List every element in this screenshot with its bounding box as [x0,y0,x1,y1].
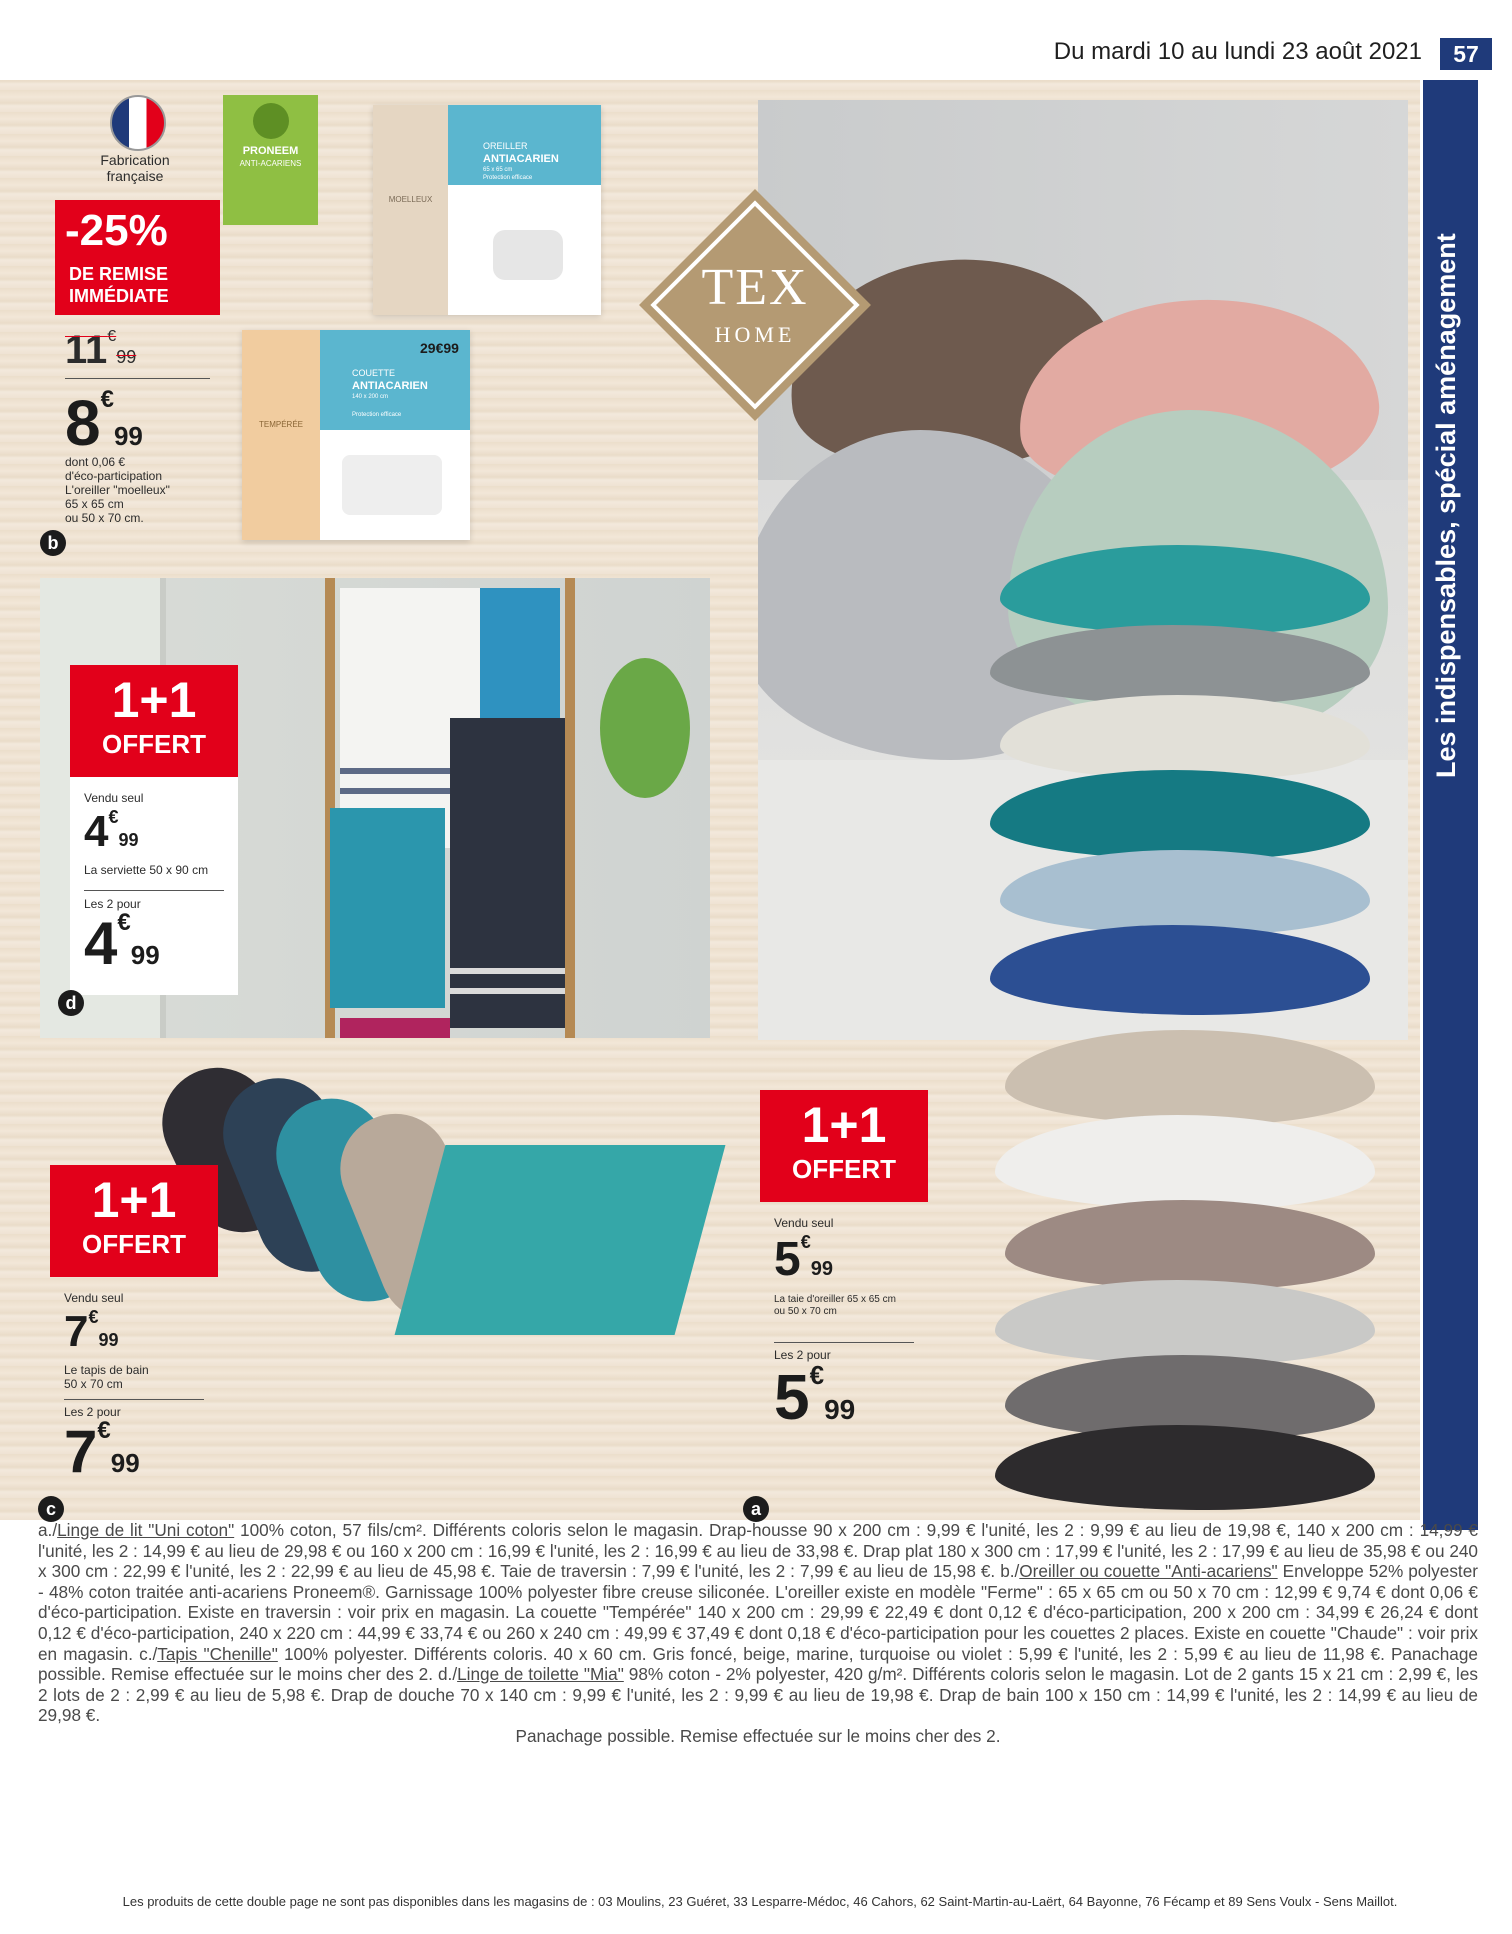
pack-left-panel [373,105,448,315]
a-desc2: ou 50 x 70 cm [774,1306,837,1317]
d-pair-int: 4 [84,910,118,977]
d-divider [84,890,224,891]
a-price-area [760,1202,928,1482]
desc-last-line: Panachage possible. Remise effectuée sur le moins cher des 2. [515,1725,1001,1746]
c-price [64,1307,119,1357]
date-range: Du mardi 10 au lundi 23 août 2021 [1053,38,1422,65]
stack-pillow-taupe [1005,1200,1375,1290]
a-desc1: La taie d'oreiller 65 x 65 cm [774,1294,896,1305]
desc-b-text: Enveloppe 52% polyester - 48% coton traitée anti-acariens Proneem®. Garnissage 100% polyester fibre creuse siliconée. L'oreiller existe en modèle "Ferme" : 65 x 65 cm ou 50 x 70 cm : 12,99 € 9,74 € dont 0,06 € d'éco-participation. Existe en traversin : voir prix en magasin. La couette "Tempérée" 140 x 200 cm : 29,99 € 22,49 € dont 0,12 € d'éco-participation, 200 x 200 cm : 34,99 € 26,24 € dont 0,12 € d'éco-participation, 240 x 220 cm : 44,99 € 33,74 € ou 260 x 240 cm : 49,99 € 37,49 € dont 0,18 € d'éco-participation pour les couettes 2 places. Existe en couette "Chaude" : voir prix en magasin. [38,1561,1478,1664]
old-price-int: 11 [65,328,108,372]
c-price-int: 7 [64,1307,89,1356]
c-badge-offert: OFFERT [82,1229,186,1259]
b-desc3: ou 50 x 70 cm. [65,511,144,525]
d-pair-label: Les 2 pour [84,897,141,911]
d-price-currency: € [108,807,119,827]
c-desc1: Le tapis de bain [64,1363,149,1377]
pack-sub: Protection efficace [483,175,533,181]
made-in-france-line2: française [106,168,164,184]
c-price-currency: € [88,1307,99,1327]
c-pair-dec: 99 [110,1448,140,1478]
stack-pillow-teal2 [990,770,1370,860]
d-sold-alone: Vendu seul [84,791,144,805]
plant [600,658,690,798]
ladder-right [565,578,575,1038]
towel-navy [450,718,565,1028]
duvet-sub: Protection efficace [352,412,402,418]
desc-a-label: a./ [38,1520,58,1540]
duvet-price: 29€99 [420,340,459,356]
a-badge-1p1: 1+1 [801,1097,887,1153]
a-price-currency: € [800,1232,811,1252]
old-price-dec: 99 [116,347,137,367]
logo-text: TEX [701,259,809,316]
desc-d-name: Linge de toilette "Mia" [457,1664,624,1685]
a-price-int: 5 [774,1233,801,1286]
a-divider [774,1342,914,1343]
pillow-stack-top [990,545,1380,1035]
c-desc2: 50 x 70 cm [64,1377,123,1391]
desc-c-name: Tapis "Chenille" [157,1643,278,1664]
d-badge-offert: OFFERT [102,729,206,759]
a-pair-dec: 99 [824,1394,856,1425]
a-pair-int: 5 [774,1361,810,1433]
footer-note: Les produits de cette double page ne sont pas disponibles dans les magasins de : 03 Moulins, 23 Guéret, 33 Lesparre-Médoc, 46 Cahors, 62 Saint-Martin-au-Laërt, 64 Bayonne, 76 Fécamp et 89 Sens Voulx - Sens Maillot. [122,1894,1398,1909]
c-pair-price [64,1417,140,1486]
pack-size: 65 x 65 cm [483,167,513,173]
discount-box [55,200,220,315]
c-offer-badge [50,1165,218,1277]
d-desc: La serviette 50 x 90 cm [84,863,209,877]
duvet-line2: ANTIACARIEN [352,380,428,392]
desc-b-label: b./ [1000,1561,1020,1582]
a-pair-price [774,1360,855,1434]
mat-turquoise [395,1145,726,1335]
letter-a: a [743,1496,769,1522]
c-pair-label: Les 2 pour [64,1405,121,1419]
new-price-currency: € [100,386,114,413]
duvet-image [342,455,442,515]
discount-percent: -25% [65,206,168,255]
desc-d-text: 98% coton - 2% polyester, 420 g/m². Différents coloris selon le magasin. Lot de 2 gants 15 x 21 cm : 2,99 €, les 2 lots de 2 : 2,99 € au lieu de 5,98 €. Drap de douche 70 x 140 cm : 9,99 € l'unité, les 2 : 9,99 € au lieu de 19,98 €. Drap de bain 100 x 150 cm : 14,99 € l'unité, les 2 : 14,99 € au lieu de 29,98 €. [38,1664,1478,1726]
old-price [65,328,136,373]
pack-pillow-image [493,230,563,280]
a-pair-currency: € [809,1360,825,1390]
d-pair-currency: € [117,909,131,936]
letter-c: c [38,1496,64,1522]
sidebar-band [1423,80,1478,1530]
c-divider [64,1399,204,1400]
new-price-dec: 99 [113,421,143,451]
c-badge-1p1: 1+1 [91,1172,177,1228]
c-pair-currency: € [97,1417,111,1444]
price-divider [65,378,210,379]
c-sold-alone: Vendu seul [64,1291,124,1305]
tree-icon [253,103,289,139]
a-badge-offert: OFFERT [792,1154,896,1184]
stack-pillow-beige [1005,1030,1375,1125]
d-price-int: 4 [84,807,109,856]
stack-pillow-blue [990,925,1370,1015]
discount-label1: DE REMISE [69,264,169,284]
a-offer-badge [760,1090,928,1202]
pack-line1: OREILLER [483,141,528,151]
logo-sub: HOME [714,322,796,347]
tex-home-logo [640,190,870,420]
a-sold-alone: Vendu seul [774,1216,834,1230]
eco-line2: d'éco-participation [65,469,163,483]
duvet-left-panel [242,330,320,540]
stack-pillow-lightblue [1000,850,1370,935]
new-price [65,386,143,460]
duvet-tag: TEMPÉRÉE [258,420,303,429]
c-price-area [50,1277,218,1507]
d-offer-badge [70,665,238,777]
desc-c-label: c./ [139,1643,158,1664]
d-price [84,807,139,857]
proneem-name: PRONEEM [242,145,299,157]
stack-pillow-white [995,1115,1375,1210]
towel-blue-top [480,588,560,728]
letter-b: b [40,530,66,556]
proneem-badge [223,95,318,225]
france-flag-icon [110,95,166,151]
letter-d: d [58,990,84,1016]
pack-line2: ANTIACARIEN [483,153,559,165]
a-price [774,1232,833,1287]
d-price-box [70,777,238,995]
pillow-stack-bottom [995,1030,1380,1515]
page-number: 57 [1440,38,1492,70]
towel-turquoise [330,808,445,1008]
d-pair-price [84,909,160,978]
discount-label2: IMMÉDIATE [69,286,169,306]
b-desc1: L'oreiller "moelleux" [65,483,170,497]
duvet-size: 140 x 200 cm [352,394,389,400]
c-price-dec: 99 [98,1330,119,1350]
stack-pillow-black [995,1425,1375,1510]
old-price-currency: € [107,328,117,345]
a-price-dec: 99 [810,1258,833,1280]
duvet-line1: COUETTE [352,368,396,378]
b-desc2: 65 x 65 cm [65,497,124,511]
product-description [38,1520,1478,1747]
desc-d-label: d./ [438,1664,458,1685]
new-price-int: 8 [65,387,101,459]
desc-a-name: Linge de lit "Uni coton" [57,1520,235,1540]
c-pair-int: 7 [64,1418,98,1485]
desc-a-text: 100% coton, 57 fils/cm². Différents coloris selon le magasin. Drap-housse 90 x 200 cm : 9,99 € l'unité, les 2 : 9,99 € au lieu de 19,98 €, 140 x 200 cm : 14,99 € l'unité, les 2 : 14,99 € au lieu de 29,98 € ou 160 x 200 cm : 16,99 € l'unité, les 2 : 16,99 € au lieu de 33,98 €. Drap plat 180 x 300 cm : 17,99 € l'unité, les 2 : 17,99 € au lieu de 35,98 € ou 240 x 300 cm : 22,99 € l'unité, les 2 : 22,99 € au lieu de 45,98 €. Taie de traversin : 7,99 € l'unité, les 2 : 7,99 € au lieu de 15,98 €. [38,1520,1478,1582]
desc-b-name: Oreiller ou couette "Anti-acariens" [1019,1561,1278,1582]
duvet-package [242,330,470,540]
stack-pillow-grey [990,625,1370,705]
proneem-tag: ANTI-ACARIENS [239,159,302,168]
d-price-dec: 99 [118,830,139,850]
bath-mats-photo [135,1065,710,1355]
stack-pillow-silver [995,1280,1375,1365]
a-pair-label: Les 2 pour [774,1348,831,1362]
d-pair-dec: 99 [130,940,160,970]
d-badge-1p1: 1+1 [111,672,197,728]
towel-pink [340,1018,450,1038]
made-in-france-line1: Fabrication [100,152,170,168]
pack-tag: MOELLEUX [388,195,433,204]
stack-pillow-teal [1000,545,1370,635]
stack-pillow-linen [1000,695,1370,780]
eco-line1: dont 0,06 € [65,455,126,469]
pillow-package [373,105,601,315]
sidebar-title: Les indispensables, spécial aménagement [1431,233,1461,778]
desc-c-text: 100% polyester. Différents coloris. 40 x 60 cm. Gris foncé, beige, marine, turquoise ou violet : 5,99 € l'unité, les 2 : 5,99 € au lieu de 11,98 €. Panachage possible. Remise effectuée sur le moins cher des 2. [38,1643,1478,1685]
